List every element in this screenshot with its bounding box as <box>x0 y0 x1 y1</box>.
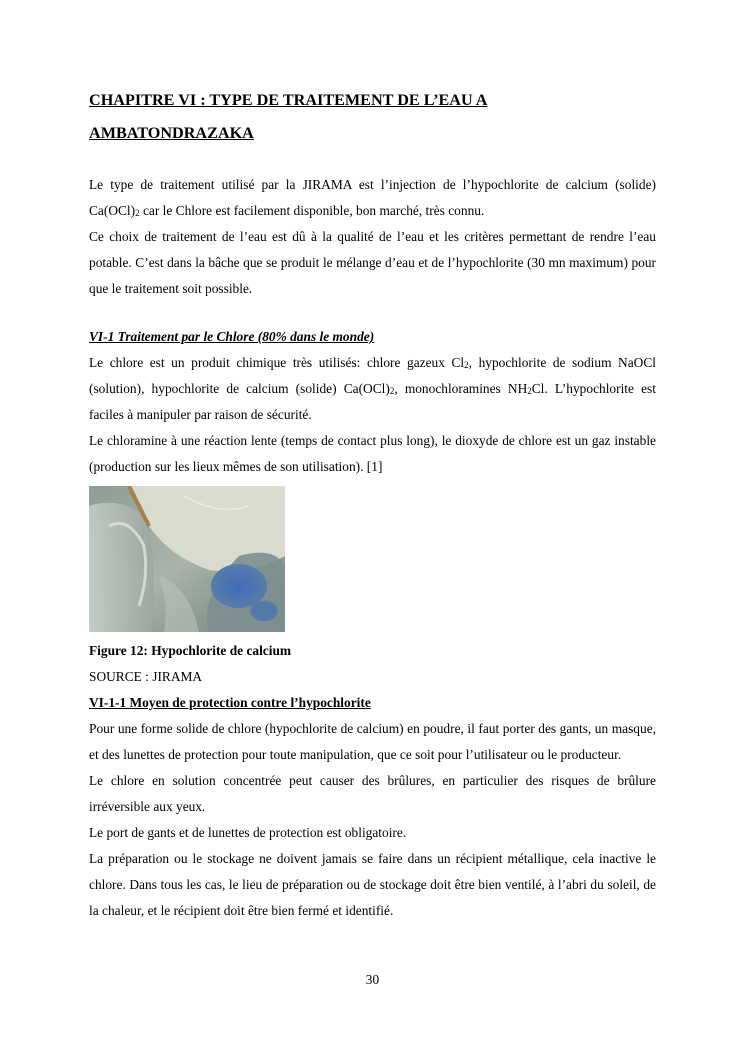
section-heading-vi-1: VI-1 Traitement par le Chlore (80% dans le monde) <box>89 329 375 344</box>
section1-paragraph-1: Le chlore est un produit chimique très utilisés: chlore gazeux $Cl_2$, hypochlorite de sodium NaOCl (solution), hypochlorite de calcium (solide) $Ca(OCl)_2$, monochloramines $NH_2Cl$. L’hypochlorite est faciles à manipuler par raison de sécurité. <box>89 355 656 422</box>
chapter-title <box>89 84 656 150</box>
section-heading-vi-1-1: VI-1-1 Moyen de protection contre l’hypochlorite <box>89 695 371 710</box>
figure-caption: Figure 12: Hypochlorite de calcium <box>89 643 292 658</box>
section1-paragraph-2: Le chloramine à une réaction lente (temps de contact plus long), le dioxyde de chlore est un gaz instable (production sur les lieux mêmes de son utilisation). [1] <box>89 433 656 474</box>
figure-source: SOURCE : JIRAMA <box>89 669 203 684</box>
section2-paragraph-3: Le port de gants et de lunettes de protection est obligatoire. <box>89 825 407 840</box>
section2-paragraph-4: La préparation ou le stockage ne doivent jamais se faire dans un récipient métallique, cela inactive le chlore. Dans tous les cas, le lieu de préparation ou de stockage doit être bien ventilé, à l’abri du soleil, de la chaleur, et le récipient doit être bien fermé et identifié. <box>89 851 656 918</box>
chapter-title-line2: AMBATONDRAZAKA <box>89 124 254 142</box>
section2-paragraph-2: Le chlore en solution concentrée peut causer des brûlures, en particulier des risques de brûlure irréversible aux yeux. <box>89 773 656 814</box>
chapter-title-line1: CHAPITRE VI : TYPE DE TRAITEMENT DE L’EAU A <box>89 91 488 109</box>
document-page <box>89 84 656 924</box>
intro-paragraph-2: Ce choix de traitement de l’eau est dû à la qualité de l’eau et les critères permettant de rendre l’eau potable. C’est dans la bâche que se produit le mélange d’eau et de l’hypochlorite (30 mn maximum) pour que le traitement soit possible. <box>89 229 656 296</box>
intro-paragraph-1: Le type de traitement utilisé par la JIRAMA est l’injection de l’hypochlorite de calcium (solide) $Ca(OCl)_2$ car le Chlore est facilement disponible, bon marché, très connu. <box>89 177 656 218</box>
page-number: 30 <box>365 972 380 987</box>
hypochlorite-photo <box>89 486 285 632</box>
section2-paragraph-1: Pour une forme solide de chlore (hypochlorite de calcium) en poudre, il faut porter des gants, un masque, et des lunettes de protection pour toute manipulation, que ce soit pour l’utilisateur ou le producteur. <box>89 721 656 762</box>
